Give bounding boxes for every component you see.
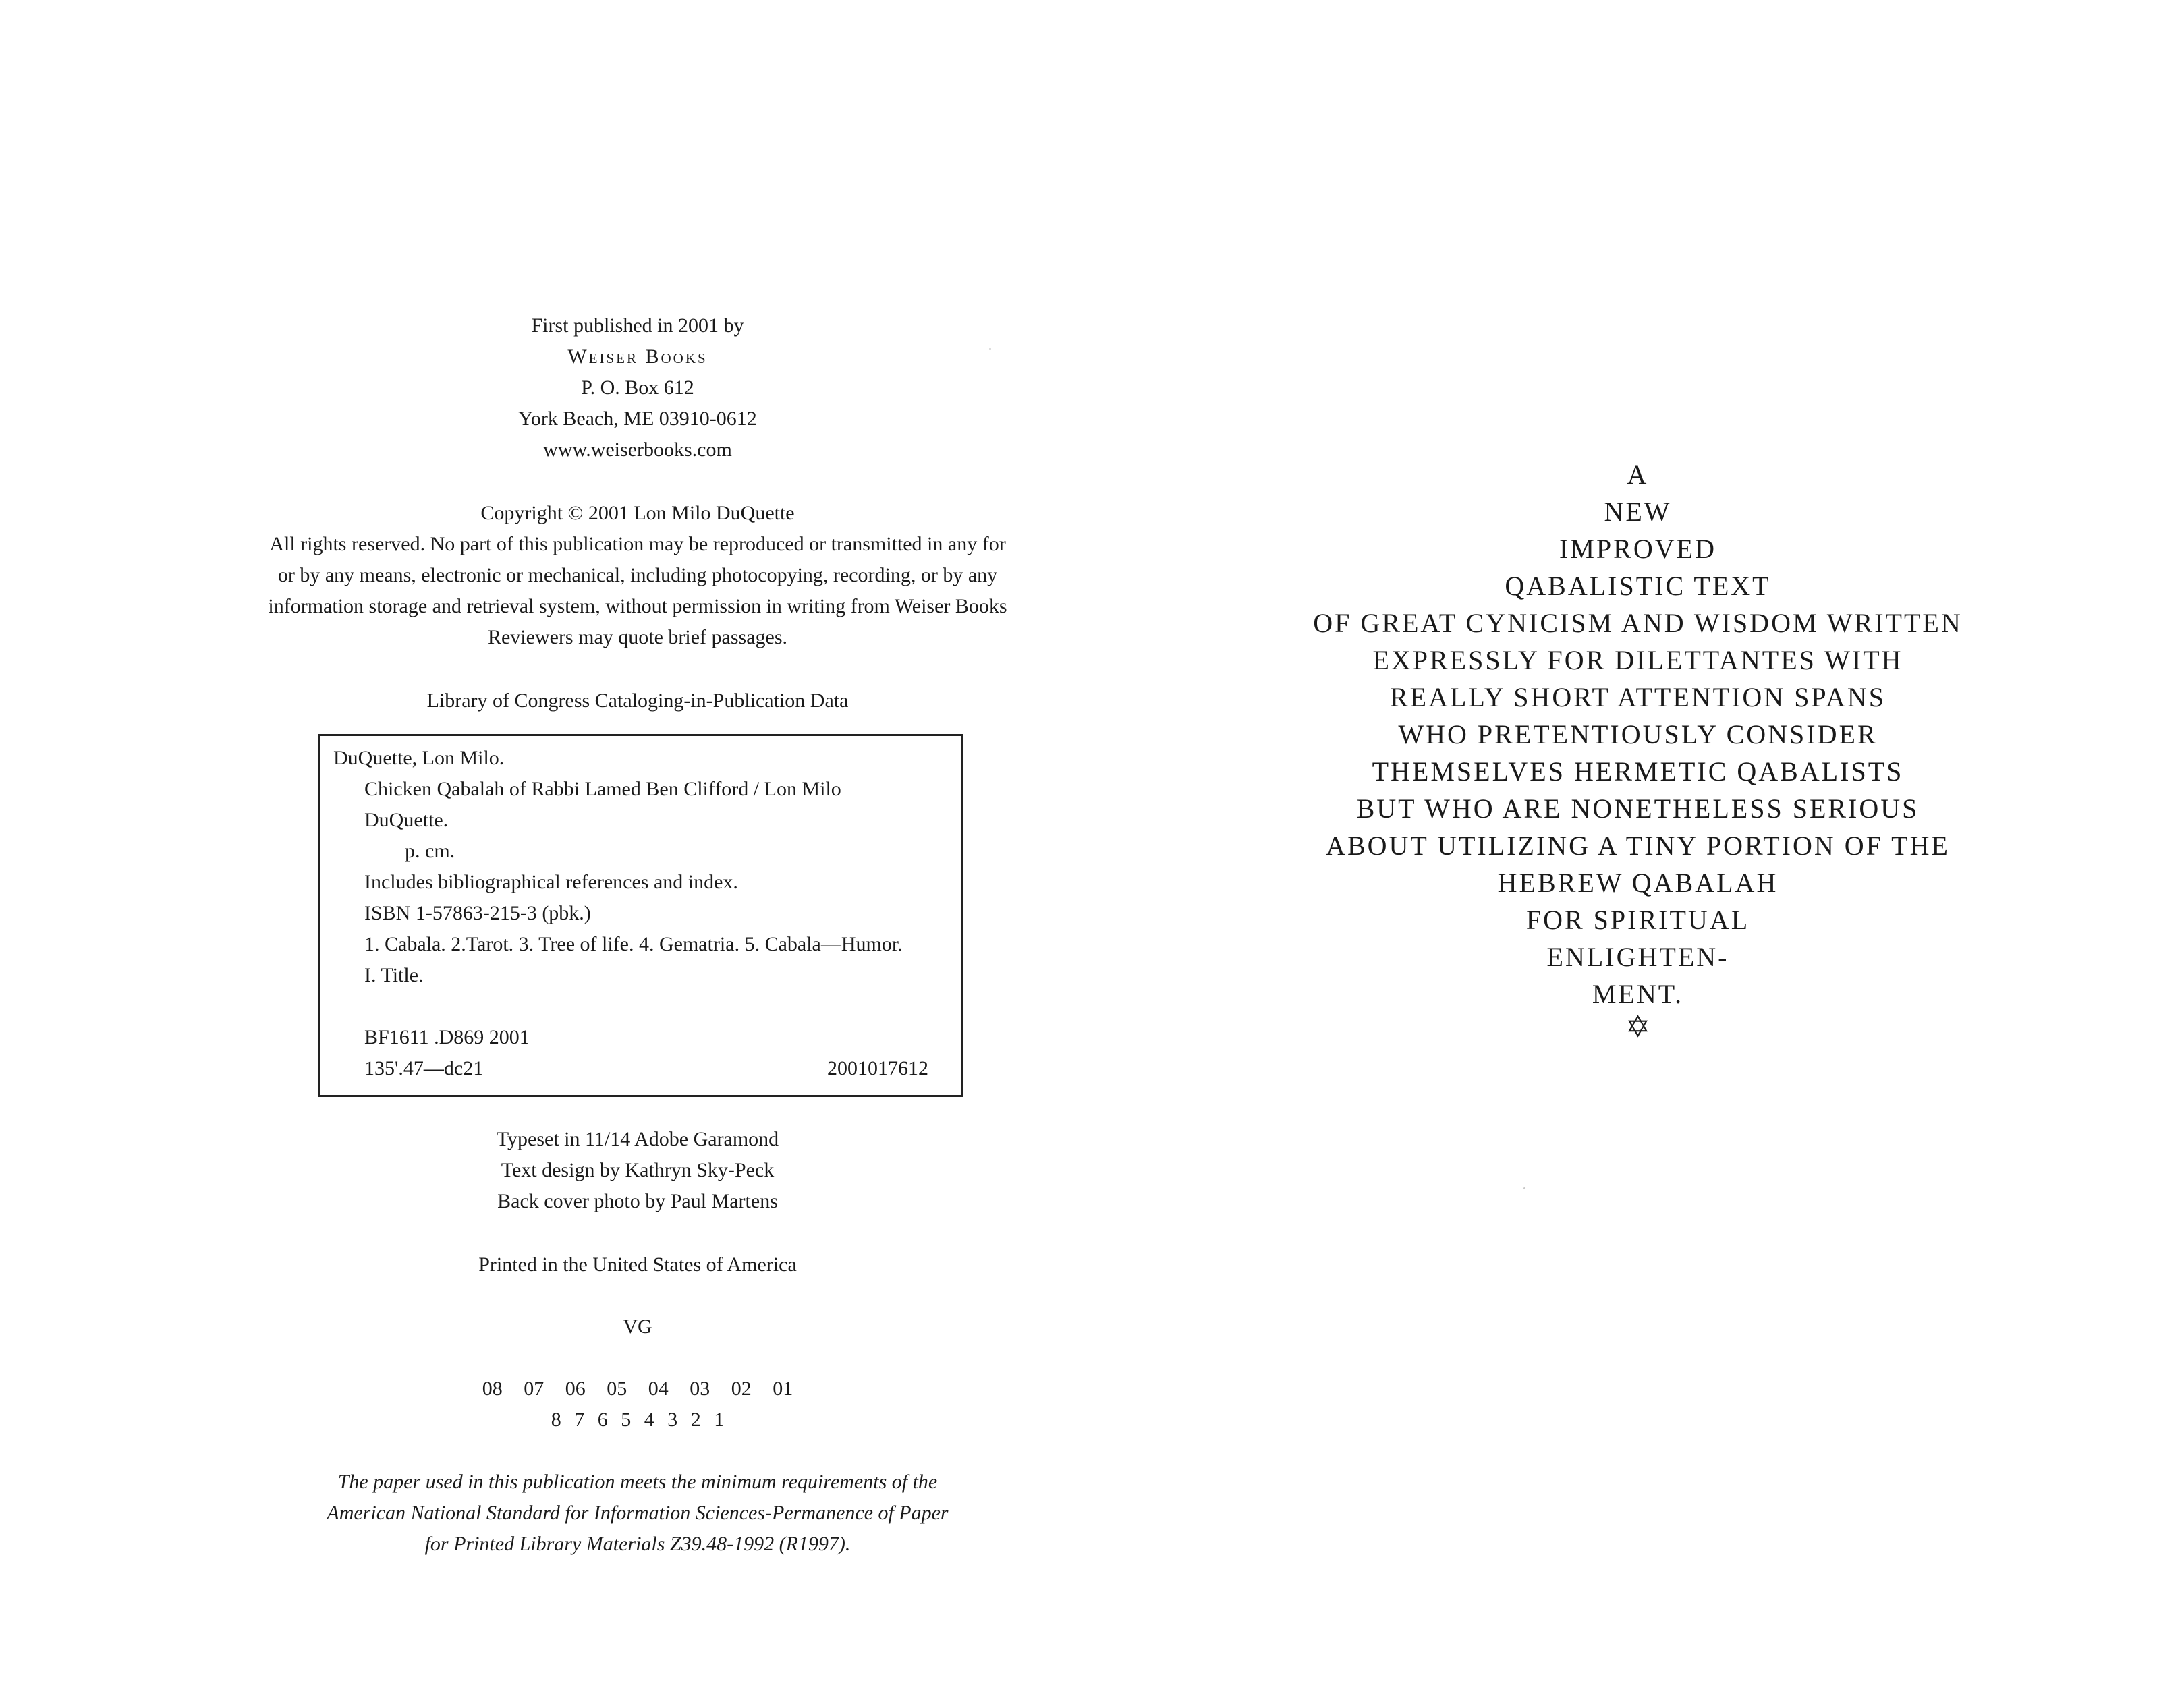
printed-in-text: Printed in the United States of America — [478, 1253, 797, 1276]
cip-dewey: 135'.47—dc21 — [364, 1057, 484, 1079]
print-number: 6 — [597, 1409, 608, 1431]
year-number: 04 — [648, 1378, 669, 1400]
rights-line-2: or by any means, electronic or mechanical, including photocopying, recording, or by any — [277, 564, 998, 586]
printer-code — [0, 1311, 1275, 1342]
publisher-name: Weiser Books — [567, 345, 708, 368]
print-numbers-row — [0, 1405, 1275, 1436]
print-number: 5 — [621, 1409, 632, 1431]
cip-isbn: ISBN 1-57863-215-3 (pbk.) — [364, 902, 591, 924]
cip-subjects-line-2: I. Title. — [364, 964, 424, 986]
paper-note-line-3: for Printed Library Materials Z39.48-1992 (R1997). — [424, 1533, 851, 1555]
rights-line-1: All rights reserved. No part of this publication may be reproduced or transmitted in any for — [269, 533, 1006, 555]
cover-photo-line: Back cover photo by Paul Martens — [497, 1190, 778, 1212]
year-number: 02 — [731, 1378, 752, 1400]
paper-note-line-2: American National Standard for Information Sciences-Permanence of Paper — [327, 1502, 949, 1524]
title-line: ENLIGHTEN- — [1546, 942, 1729, 972]
title-line: A — [1627, 459, 1649, 490]
paper-speck — [1523, 1187, 1525, 1189]
printing-line — [0, 1374, 1275, 1436]
copyright-notice — [0, 498, 1275, 653]
cip-title-line-1: Chicken Qabalah of Rabbi Lamed Ben Clifford / Lon Milo — [364, 778, 841, 800]
cip-author: DuQuette, Lon Milo. — [333, 747, 505, 769]
publisher-po-box: P. O. Box 612 — [581, 376, 694, 399]
title-line: REALLY SHORT ATTENTION SPANS — [1389, 682, 1886, 712]
paper-speck — [989, 348, 991, 350]
title-line: NEW — [1604, 497, 1672, 527]
print-number: 4 — [644, 1409, 654, 1431]
title-line: HEBREW QABALAH — [1497, 868, 1779, 898]
cip-pages: p. cm. — [405, 840, 455, 862]
title-line: THEMSELVES HERMETIC QABALISTS — [1372, 756, 1904, 787]
title-line: OF GREAT CYNICISM AND WISDOM WRITTEN — [1313, 608, 1963, 638]
title-line: EXPRESSLY FOR DILETTANTES WITH — [1372, 645, 1903, 675]
publisher-info — [0, 310, 1275, 465]
printed-in — [0, 1249, 1275, 1280]
printer-code-text: VG — [623, 1316, 652, 1338]
print-number: 2 — [690, 1409, 701, 1431]
book-title-text — [1092, 456, 2184, 1042]
title-page — [1092, 0, 2184, 1696]
paper-note-line-1: The paper used in this publication meets the minimum requirements of the — [337, 1471, 938, 1493]
paper-permanence-note — [0, 1467, 1275, 1560]
star-of-david-icon: ✡ — [1625, 1011, 1650, 1044]
rights-line-4: Reviewers may quote brief passages. — [487, 626, 788, 648]
typeset-line: Typeset in 11/14 Adobe Garamond — [496, 1128, 779, 1150]
year-number: 07 — [524, 1378, 544, 1400]
print-number: 1 — [714, 1409, 725, 1431]
year-number: 08 — [482, 1378, 503, 1400]
publisher-website: www.weiserbooks.com — [543, 439, 732, 461]
cip-spacer — [333, 991, 947, 1022]
title-line: WHO PRETENTIOUSLY CONSIDER — [1398, 719, 1878, 750]
print-number: 7 — [574, 1409, 585, 1431]
production-credits — [0, 1124, 1275, 1217]
print-number: 8 — [551, 1409, 561, 1431]
copyright-line: Copyright © 2001 Lon Milo DuQuette — [480, 502, 795, 524]
year-number: 01 — [773, 1378, 793, 1400]
year-numbers-row — [0, 1374, 1275, 1405]
title-line: ABOUT UTILIZING A TINY PORTION OF THE — [1326, 830, 1950, 861]
title-line: FOR SPIRITUAL — [1525, 905, 1750, 935]
cip-heading-text: Library of Congress Cataloging-in-Publication Data — [426, 689, 849, 712]
year-number: 03 — [690, 1378, 710, 1400]
year-number: 06 — [565, 1378, 586, 1400]
cip-classification-row — [333, 1053, 947, 1084]
year-number: 05 — [607, 1378, 627, 1400]
title-line: MENT. — [1592, 979, 1684, 1009]
title-line: IMPROVED — [1559, 534, 1716, 564]
cip-lccn: 2001017612 — [827, 1057, 928, 1079]
text-design-line: Text design by Kathryn Sky-Peck — [501, 1159, 775, 1181]
print-number: 3 — [667, 1409, 678, 1431]
cip-heading — [0, 685, 1275, 716]
publisher-city: York Beach, ME 03910-0612 — [518, 407, 757, 430]
title-line: BUT WHO ARE NONETHELESS SERIOUS — [1356, 793, 1920, 824]
rights-line-3: information storage and retrieval system, without permission in writing from Weiser Books — [268, 595, 1007, 617]
cip-includes: Includes bibliographical references and index. — [364, 871, 738, 893]
title-line: QABALISTIC TEXT — [1505, 571, 1771, 601]
cip-title-line-2: DuQuette. — [364, 809, 449, 831]
cip-data-box — [318, 734, 963, 1097]
cip-call-number: BF1611 .D869 2001 — [364, 1026, 530, 1048]
first-published-line: First published in 2001 by — [531, 314, 744, 337]
cip-subjects-line-1: 1. Cabala. 2.Tarot. 3. Tree of life. 4. Gematria. 5. Cabala—Humor. — [364, 933, 903, 955]
